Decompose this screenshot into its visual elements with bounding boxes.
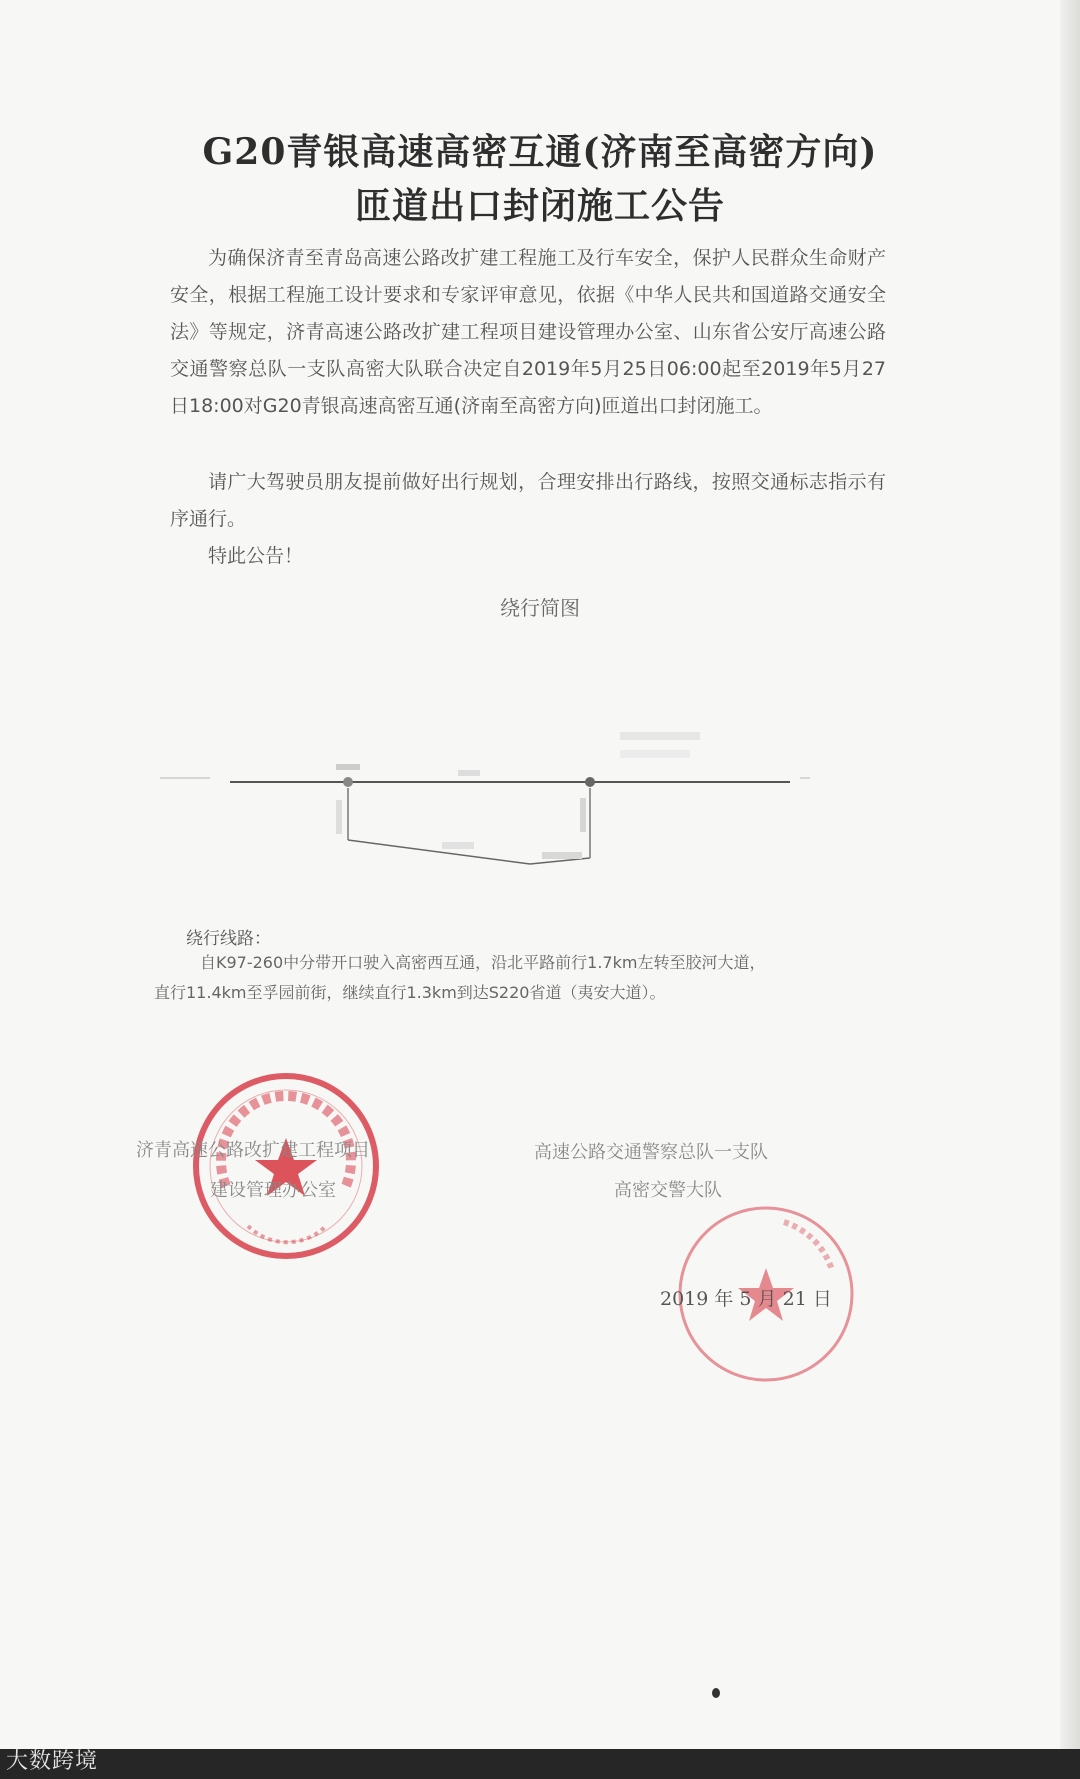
scan-speck: [712, 1688, 720, 1698]
signature-left-line-1: 济青高速公路改扩建工程项目: [136, 1140, 370, 1161]
route-line-2: 直行11.4km至孚园前街，继续直行1.3km到达S220省道（夷安大道）。: [154, 983, 666, 1002]
scan-edge-right: [1060, 0, 1080, 1779]
east-vertical-label-faded: [580, 798, 586, 832]
highway-mid-label-faded: [458, 770, 480, 776]
diagram-title: 绕行简图: [500, 596, 580, 620]
interchange-closed-marker: [585, 777, 595, 787]
signature-right-line-2: 高密交警大队: [614, 1180, 722, 1201]
west-node-label-faded: [336, 764, 360, 770]
detour-road-label-faded: [442, 842, 474, 849]
seal-construction-office: [186, 1066, 386, 1266]
notice-title-line-1: G20青银高速高密互通(济南至高密方向): [202, 131, 878, 173]
signature-left-line-2: 建设管理办公室: [210, 1180, 336, 1201]
west-vertical-label-faded: [336, 800, 342, 834]
interchange-west-marker: [343, 777, 353, 787]
route-label: 绕行线路：: [186, 929, 271, 949]
east-road-label-faded: [542, 852, 582, 859]
scan-edge-bottom: [0, 1749, 1080, 1779]
issue-date: 2019 年 5 月 21 日: [660, 1288, 832, 1310]
detour-road: [348, 840, 530, 864]
notice-paragraph-3: 特此公告！: [208, 545, 304, 567]
signature-right-line-1: 高速公路交通警察总队一支队: [534, 1142, 768, 1163]
notice-title-line-2: 匝道出口封闭施工公告: [354, 185, 725, 227]
detour-diagram: [150, 712, 810, 892]
north-label-faded-2: [620, 750, 690, 758]
notice-paragraph-1: 为确保济青至青岛高速公路改扩建工程施工及行车安全，保护人民群众生命财产安全，根据工程施工设计要求和专家评审意见，依据《中华人民共和国道路交通安全法》等规定，济青高速公路改扩建工程项目建设管理办公室、山东省公安厅高速公路交通警察总队一支队高密大队联合决定自2019年5月25日06:00起至2019年5月27日18:00对G20青银高速高密互通(济南至高密方向)匝道出口封闭施工。: [170, 247, 886, 417]
route-line-1: 自K97-260中分带开口驶入高密西互通，沿北平路前行1.7km左转至胶河大道，: [200, 953, 766, 972]
notice-paragraph-2: 请广大驾驶员朋友提前做好出行规划，合理安排出行路线，按照交通标志指示有序通行。: [170, 471, 886, 530]
watermark-text: 大数跨境: [6, 1749, 99, 1774]
north-label-faded: [620, 732, 700, 740]
